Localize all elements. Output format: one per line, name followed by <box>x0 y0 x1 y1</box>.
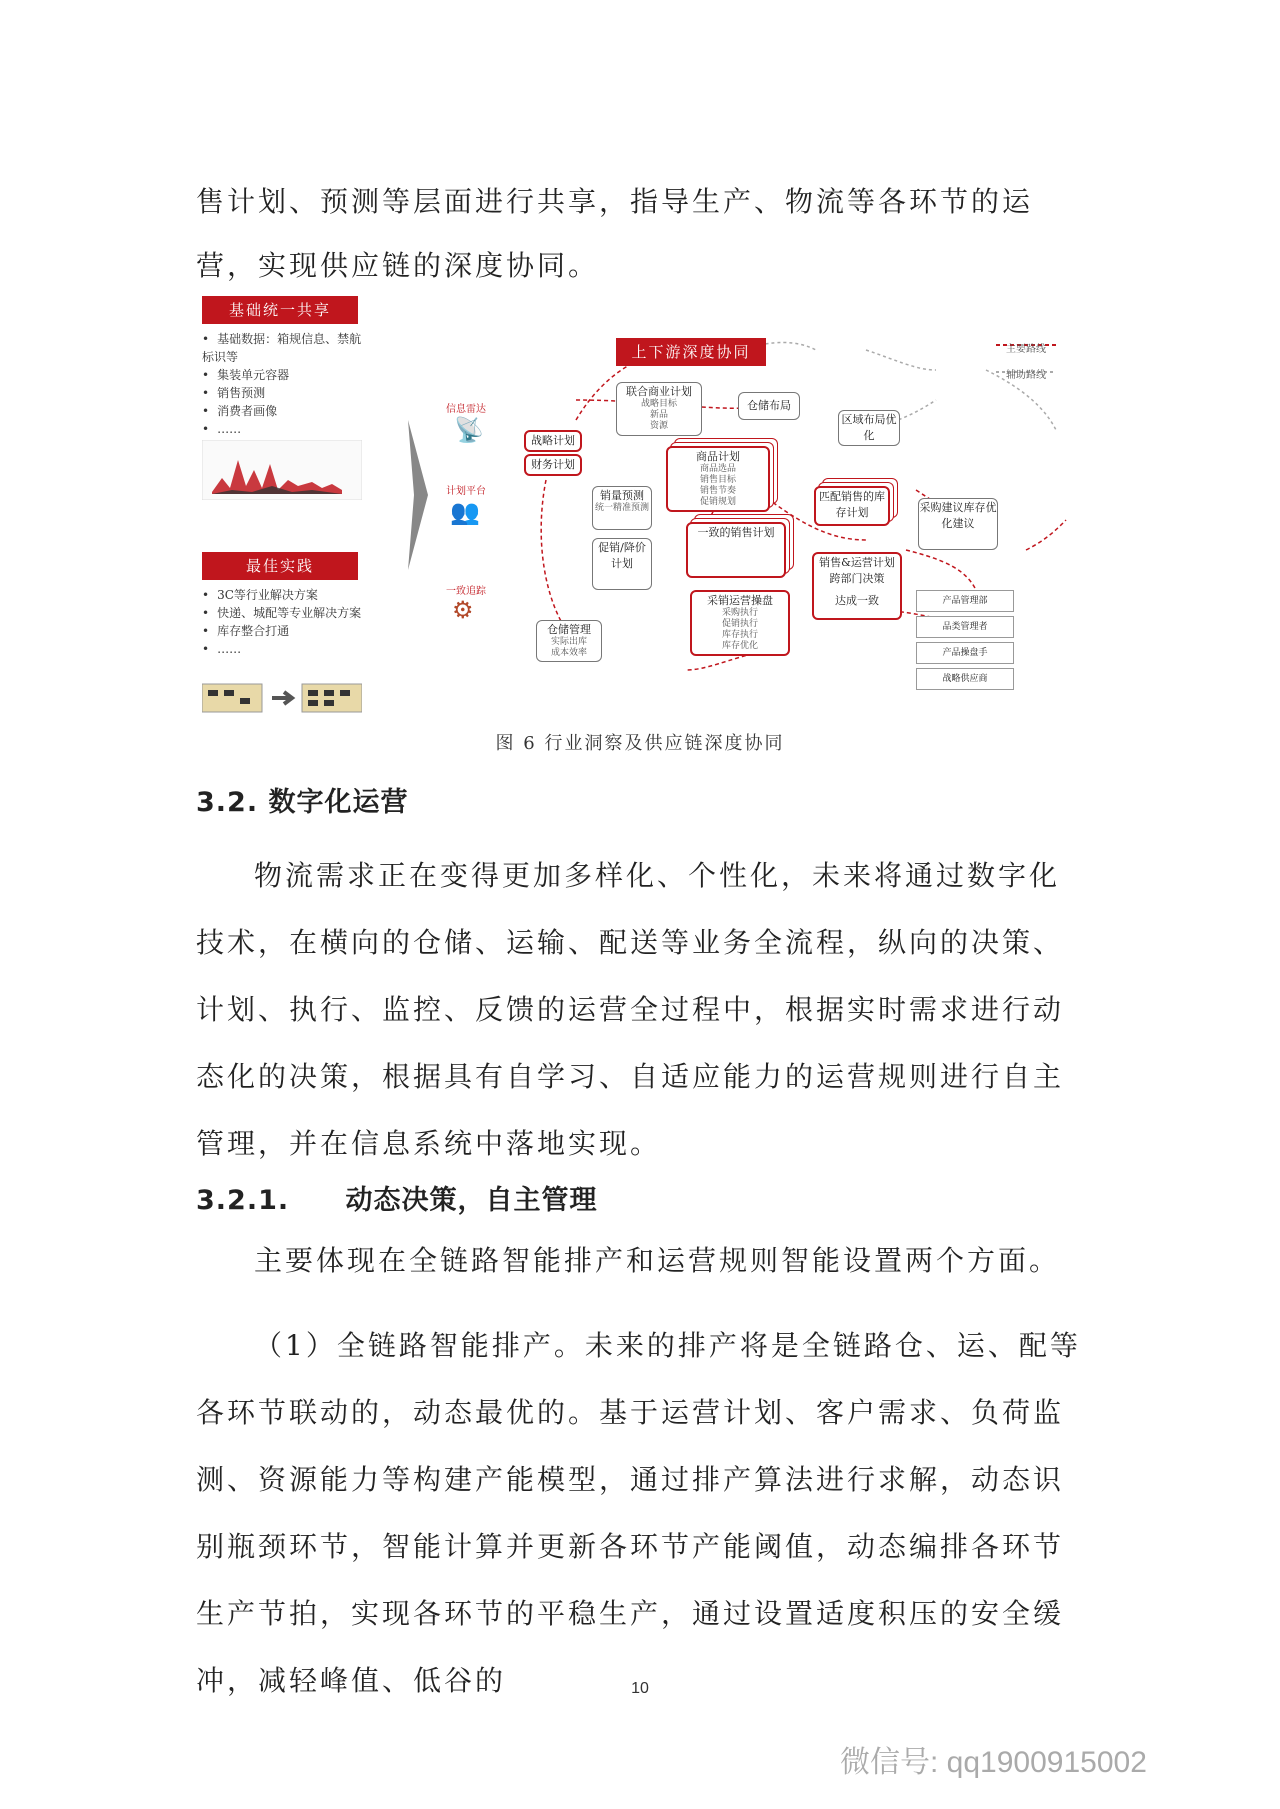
box-warehouse-mgmt <box>536 620 602 662</box>
legend-aux-route: 辅助路线 <box>1006 370 1046 381</box>
box-cross-dept-decision <box>812 552 902 620</box>
bullet-item: • 基础数据：箱规信息、禁航标识等 <box>202 330 372 366</box>
label-plan-platform: 计划平台 <box>446 486 486 497</box>
box-joint-business-plan <box>616 382 702 436</box>
box-purchase-advice: 采购建议库存优化建议 <box>918 498 998 550</box>
box-warehouse-layout: 仓储布局 <box>738 392 800 420</box>
ops-review-item: 库存执行 <box>721 630 758 640</box>
paragraph-digital-ops: 物流需求正在变得更加多样化、个性化，未来将通过数字化技术，在横向的仓储、运输、配送等业务全流程，纵向的决策、计划、执行、监控、反馈的运营全过程中，根据实时需求进行动态化的决策，根据具有自学习、自适应能力的运营规则进行自主管理，并在信息系统中落地实现。 <box>196 859 1065 1160</box>
wechat-watermark: 微信号: qq1900915002 <box>840 1746 1147 1779</box>
diagram-title: 上下游深度协同 <box>616 338 766 366</box>
paragraph-scheduling: （1）全链路智能排产。未来的排产将是全链路仓、运、配等各环节联动的，动态最优的。基于运营计划、客户需求、负荷监测、资源能力等构建产能模型，通过排产算法进行求解，动态识别瓶颈环节，智能计算并更新各环节产能阈值，动态编排各环节生产节拍，实现各环节的平稳生产，通过设置适度积压的安全缓冲，减轻峰值、低谷的 <box>196 1329 1081 1697</box>
box-match-inventory: 匹配销售的库存计划 <box>814 486 890 526</box>
joint-plan-item: 资源 <box>649 421 668 431</box>
label-consistent-track: 一致追踪 <box>446 586 486 597</box>
bullet-item: • …… <box>202 640 372 658</box>
panel-title-basic-share: 基础统一共享 <box>202 296 358 324</box>
product-plan-item: 促销规划 <box>699 497 736 507</box>
joint-plan-title: 联合商业计划 <box>626 385 692 398</box>
panel-title-best-practice: 最佳实践 <box>202 552 358 580</box>
box-regional-layout: 区域布局优化 <box>838 410 900 446</box>
box-consistent-sales-plan: 一致的销售计划 <box>686 522 786 578</box>
heading-number: 3.2.1. <box>196 1185 290 1216</box>
box-finance-plan: 财务计划 <box>524 454 582 476</box>
cross-dept-title: 销售&运营计划跨部门决策 <box>819 556 895 585</box>
product-plan-item: 销售节奏 <box>699 486 736 496</box>
heading-text: 动态决策，自主管理 <box>345 1185 598 1216</box>
section-heading-3-2: 3.2. 数字化运营 <box>196 787 409 818</box>
page-number: 10 <box>631 1680 649 1697</box>
paragraph-intro: 售计划、预测等层面进行共享，指导生产、物流等各环节的运营，实现供应链的深度协同。 <box>196 185 1034 282</box>
box-ops-review <box>690 590 790 656</box>
chevron-right-icon <box>406 420 430 570</box>
radar-icon: 📡 <box>454 416 484 444</box>
ops-review-item: 采购执行 <box>721 608 758 618</box>
legend-main-route: 主要路线 <box>1006 344 1046 355</box>
wh-mgmt-title: 仓储管理 <box>547 623 591 636</box>
box-strategy-plan: 战略计划 <box>524 430 582 452</box>
label-info-radar: 信息雷达 <box>446 404 486 415</box>
section-heading-3-2-1 <box>196 1178 598 1217</box>
sales-forecast-title: 销量预测 <box>600 489 644 502</box>
product-plan-item: 商品选品 <box>699 464 736 474</box>
bullet-item: • 3C等行业解决方案 <box>202 586 372 604</box>
ops-review-item: 库存优化 <box>721 641 758 651</box>
figure-supply-chain <box>196 290 1096 720</box>
box-product-plan <box>666 446 770 512</box>
ops-review-item: 促销执行 <box>721 619 758 629</box>
figure-caption: 图 6 行业洞察及供应链深度协同 <box>495 733 785 754</box>
collaboration-diagram <box>446 290 1096 710</box>
right-tag-group <box>916 590 1016 710</box>
tag-product-operator: 产品操盘手 <box>916 642 1014 664</box>
product-plan-title: 商品计划 <box>696 450 740 463</box>
joint-plan-item: 新品 <box>649 410 668 420</box>
tag-category-manager: 品类管理者 <box>916 616 1014 638</box>
wh-mgmt-item: 成本效率 <box>550 648 587 658</box>
sales-forecast-sub: 统一精准预测 <box>594 503 649 513</box>
bullet-item: • 消费者画像 <box>202 402 372 420</box>
bullet-item: • 集装单元容器 <box>202 366 372 384</box>
agree-label: 达成一致 <box>835 594 879 607</box>
people-group-icon: 👥 <box>450 498 480 526</box>
bullet-list-practice <box>202 586 372 658</box>
bullet-item: • 销售预测 <box>202 384 372 402</box>
tag-product-mgmt: 产品管理部 <box>916 590 1014 612</box>
product-plan-item: 销售目标 <box>699 475 736 485</box>
paragraph-two-aspects: 主要体现在全链路智能排产和运营规则智能设置两个方面。 <box>254 1244 1061 1277</box>
wh-mgmt-item: 实际出库 <box>550 637 587 647</box>
network-icon: ⚙ <box>452 596 474 624</box>
bullet-list-basic <box>202 330 372 438</box>
joint-plan-item: 战略目标 <box>640 399 677 409</box>
box-sales-forecast <box>592 486 652 530</box>
tag-strategic-supplier: 战略供应商 <box>916 668 1014 690</box>
bullet-item: • 快递、城配等专业解决方案 <box>202 604 372 622</box>
bullet-item: • …… <box>202 420 372 438</box>
box-promo-plan: 促销/降价计划 <box>592 538 652 590</box>
mini-chart-image <box>202 440 362 500</box>
ops-review-title: 采销运营操盘 <box>707 594 773 607</box>
inventory-merge-icon <box>202 680 362 716</box>
bullet-item: • 库存整合打通 <box>202 622 372 640</box>
